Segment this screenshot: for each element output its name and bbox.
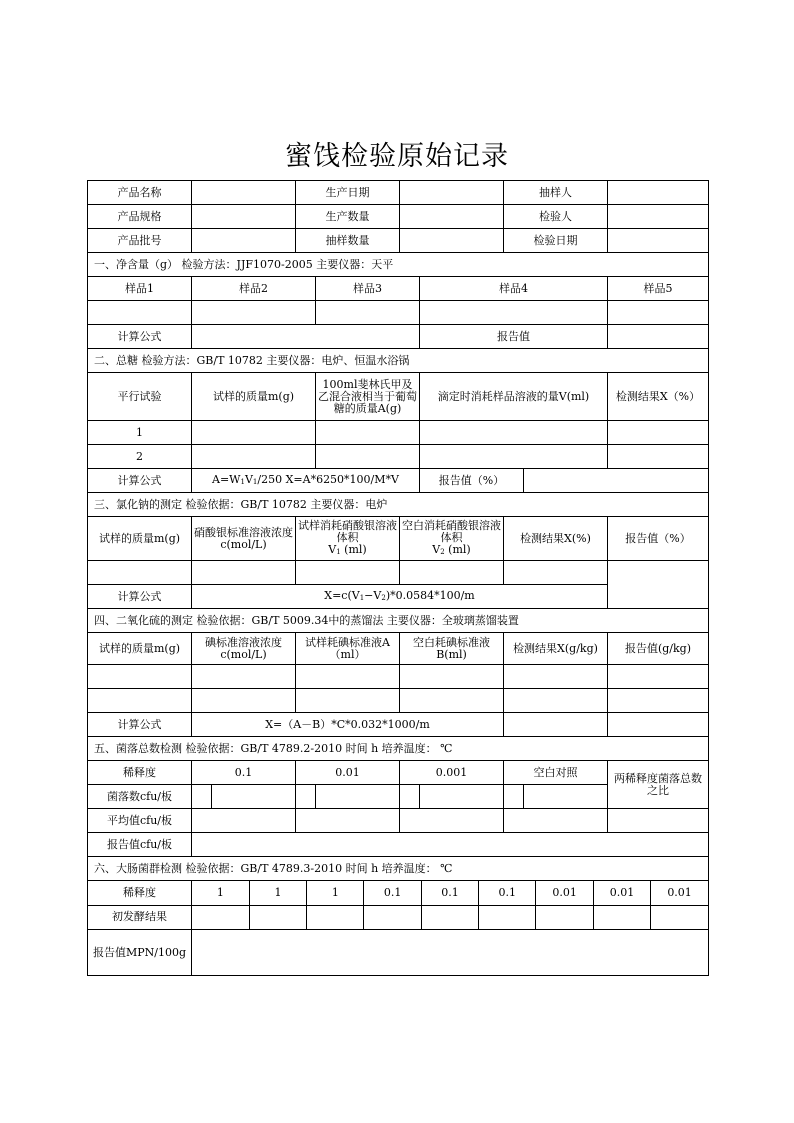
s4-row bbox=[88, 689, 709, 713]
report-value bbox=[192, 833, 709, 857]
s6-grid bbox=[192, 881, 709, 906]
text: /250 X=A*6250*100/M*V bbox=[257, 472, 399, 486]
section5-heading: 五、菌落总数检测 检验依据：GB/T 4789.2-2010 时间 h 培养温度： ℃ bbox=[88, 737, 709, 761]
sample-mass-header: 试样的质量m(g) bbox=[88, 517, 192, 561]
cell bbox=[608, 689, 709, 713]
s6-ferment-row bbox=[88, 905, 709, 930]
cell bbox=[192, 689, 296, 713]
result-header: 检测结果X(g/kg) bbox=[504, 633, 608, 665]
parallel-2: 2 bbox=[88, 445, 192, 469]
silver-nitrate-conc-header: 硝酸银标准溶液浓度c(mol/L) bbox=[192, 517, 296, 561]
ferment-cell bbox=[421, 906, 478, 930]
ferment-label: 初发酵结果 bbox=[88, 905, 192, 930]
sample-label: 样品2 bbox=[192, 277, 316, 301]
colony-label: 菌落数cfu/板 bbox=[88, 785, 192, 809]
subscript: 1 bbox=[252, 477, 258, 486]
inspection-date-value bbox=[608, 229, 709, 253]
s6-dilution: 0.1 bbox=[479, 881, 536, 905]
report-value bbox=[608, 325, 709, 349]
cell bbox=[400, 689, 504, 713]
formula-label: 计算公式 bbox=[88, 325, 192, 349]
cell bbox=[192, 809, 296, 833]
s6-dilution-row bbox=[88, 881, 709, 906]
ferment-cell bbox=[593, 906, 650, 930]
inspector-label: 检验人 bbox=[504, 205, 608, 229]
formula-label: 计算公式 bbox=[88, 585, 192, 609]
sample-mass-header: 试样的质量m(g) bbox=[88, 633, 192, 665]
dilution-2: 0.001 bbox=[400, 761, 504, 785]
sample-value bbox=[420, 301, 608, 325]
s6-dilution: 1 bbox=[249, 881, 306, 905]
report-label: 报告值MPN/100g bbox=[88, 930, 192, 976]
text: V bbox=[244, 472, 253, 486]
text: V bbox=[328, 542, 337, 556]
parallel-1: 1 bbox=[88, 421, 192, 445]
batch-no-label: 产品批号 bbox=[88, 229, 192, 253]
s6-grid bbox=[192, 905, 709, 930]
section-heading bbox=[88, 349, 709, 373]
report-value bbox=[524, 469, 709, 493]
header-row bbox=[88, 205, 709, 229]
subscript: 1 bbox=[359, 593, 365, 602]
text: 试样消耗硝酸银溶液体积 bbox=[298, 518, 397, 544]
top-line: ____________________ bbox=[292, 106, 392, 118]
s4-col-header bbox=[88, 633, 709, 665]
cell bbox=[296, 809, 400, 833]
dilution-0: 0.1 bbox=[192, 761, 296, 785]
text: A=W bbox=[212, 472, 241, 486]
production-qty-value bbox=[400, 205, 504, 229]
inspector-value bbox=[608, 205, 709, 229]
sample-label: 样品1 bbox=[88, 277, 192, 301]
cell bbox=[296, 689, 400, 713]
sample-label: 样品4 bbox=[420, 277, 608, 301]
header-row bbox=[88, 229, 709, 253]
section1-heading: 一、净含量（g） 检验方法：JJF1070-2005 主要仪器：天平 bbox=[88, 253, 709, 277]
nacl-formula bbox=[192, 585, 608, 609]
sample-value bbox=[192, 301, 316, 325]
s3-row bbox=[88, 561, 709, 585]
s2-row bbox=[88, 445, 709, 469]
section4-heading: 四、二氧化硫的测定 检验依据：GB/T 5009.34中的蒸馏法 主要仪器：全玻璃蒸馏装置 bbox=[88, 609, 709, 633]
sample-value bbox=[88, 301, 192, 325]
dilution-label: 稀释度 bbox=[88, 761, 192, 785]
subscript: 2 bbox=[440, 547, 445, 556]
sampler-label: 抽样人 bbox=[504, 181, 608, 205]
cell bbox=[316, 421, 420, 445]
report-label: 报告值cfu/板 bbox=[88, 833, 192, 857]
cell bbox=[608, 445, 709, 469]
s6-dilution: 0.01 bbox=[593, 881, 650, 905]
ferment-cell bbox=[651, 906, 708, 930]
ferment-cell bbox=[249, 906, 306, 930]
section2-heading: 二、总糖 检验方法：GB/T 10782 主要仪器：电炉、恒温水浴锅 bbox=[88, 349, 709, 373]
s1-sample-header bbox=[88, 277, 709, 301]
s6-dilution: 0.1 bbox=[421, 881, 478, 905]
cell bbox=[88, 689, 192, 713]
text: (ml) bbox=[340, 542, 367, 556]
product-spec-label: 产品规格 bbox=[88, 205, 192, 229]
text: 空白消耗硝酸银溶液体积 bbox=[402, 518, 501, 544]
product-spec-value bbox=[192, 205, 296, 229]
text: (ml) bbox=[444, 542, 471, 556]
s2-col-header bbox=[88, 373, 709, 421]
colony-cell bbox=[296, 785, 316, 809]
text: X=c(V bbox=[324, 588, 360, 602]
inspection-record-table bbox=[87, 180, 709, 976]
dilution-1: 0.01 bbox=[296, 761, 400, 785]
section3-heading: 三、氯化钠的测定 检验依据：GB/T 10782 主要仪器：电炉 bbox=[88, 493, 709, 517]
s6-report-row bbox=[88, 930, 709, 976]
report-value bbox=[192, 930, 709, 976]
s6-dilution: 0.1 bbox=[364, 881, 421, 905]
inspection-date-label: 检验日期 bbox=[504, 229, 608, 253]
s1-formula-row bbox=[88, 325, 709, 349]
colony-cell bbox=[212, 785, 296, 809]
report-header: 报告值（%） bbox=[608, 517, 709, 561]
s6-dilution: 0.01 bbox=[536, 881, 593, 905]
colony-cell bbox=[316, 785, 400, 809]
cell bbox=[504, 561, 608, 585]
s2-row bbox=[88, 421, 709, 445]
cell bbox=[608, 809, 709, 833]
cell bbox=[504, 809, 608, 833]
ferment-cell bbox=[479, 906, 536, 930]
cell bbox=[192, 421, 316, 445]
parallel-test-header: 平行试验 bbox=[88, 373, 192, 421]
s5-avg-row bbox=[88, 809, 709, 833]
section-heading bbox=[88, 253, 709, 277]
section-heading bbox=[88, 493, 709, 517]
sample-qty-value bbox=[400, 229, 504, 253]
s6-dilution: 0.01 bbox=[651, 881, 708, 905]
section-heading bbox=[88, 857, 709, 881]
ferment-cell bbox=[307, 906, 364, 930]
s1-sample-values bbox=[88, 301, 709, 325]
report-header: 报告值(g/kg) bbox=[608, 633, 709, 665]
sample-value bbox=[608, 301, 709, 325]
production-qty-label: 生产数量 bbox=[296, 205, 400, 229]
ferment-cell bbox=[364, 906, 421, 930]
text: V bbox=[432, 542, 441, 556]
cell bbox=[504, 713, 608, 737]
dilution-label: 稀释度 bbox=[88, 881, 192, 906]
cell bbox=[504, 689, 608, 713]
colony-cell bbox=[192, 785, 212, 809]
total-sugar-formula bbox=[192, 469, 420, 493]
s5-report-row bbox=[88, 833, 709, 857]
cell bbox=[420, 421, 608, 445]
s6-dilution: 1 bbox=[307, 881, 364, 905]
colony-cell bbox=[524, 785, 608, 809]
subscript: 1 bbox=[336, 547, 341, 556]
cell bbox=[608, 665, 709, 689]
blank-iodine-header: 空白耗碘标准液B(ml) bbox=[400, 633, 504, 665]
cell bbox=[608, 421, 709, 445]
cell bbox=[608, 713, 709, 737]
colony-cell bbox=[504, 785, 524, 809]
text: −V bbox=[364, 588, 382, 602]
sample-qty-label: 抽样数量 bbox=[296, 229, 400, 253]
sample-label: 样品5 bbox=[608, 277, 709, 301]
result-header: 检测结果X(%) bbox=[504, 517, 608, 561]
header-row bbox=[88, 181, 709, 205]
subscript: 1 bbox=[240, 477, 245, 486]
sampler-value bbox=[608, 181, 709, 205]
production-date-value bbox=[400, 181, 504, 205]
s5-dilution-row bbox=[88, 761, 709, 785]
sample-label: 样品3 bbox=[316, 277, 420, 301]
titration-volume-header: 滴定时消耗样品溶液的量V(ml) bbox=[420, 373, 608, 421]
subscript: 2 bbox=[381, 593, 386, 602]
ferment-cell bbox=[536, 906, 593, 930]
cell bbox=[316, 445, 420, 469]
cell bbox=[400, 665, 504, 689]
sample-v1-header bbox=[296, 517, 400, 561]
s2-formula-row bbox=[88, 469, 709, 493]
cell bbox=[88, 665, 192, 689]
product-name-value bbox=[192, 181, 296, 205]
cell bbox=[192, 665, 296, 689]
cell bbox=[192, 445, 316, 469]
report-label: 报告值（%） bbox=[420, 469, 524, 493]
so2-formula: X=（A－B）*C*0.032*1000/m bbox=[192, 713, 504, 737]
formula-label: 计算公式 bbox=[88, 469, 192, 493]
product-name-label: 产品名称 bbox=[88, 181, 192, 205]
colony-cell bbox=[400, 785, 420, 809]
ratio-header: 两稀释度菌落总数之比 bbox=[608, 761, 709, 809]
section6-heading: 六、大肠菌群检测 检验依据：GB/T 4789.3-2010 时间 h 培养温度： ℃ bbox=[88, 857, 709, 881]
blank-control-header: 空白对照 bbox=[504, 761, 608, 785]
batch-no-value bbox=[192, 229, 296, 253]
sample-mass-header: 试样的质量m(g) bbox=[192, 373, 316, 421]
cell bbox=[296, 665, 400, 689]
sample-value bbox=[316, 301, 420, 325]
cell bbox=[192, 561, 296, 585]
s4-row bbox=[88, 665, 709, 689]
cell bbox=[504, 665, 608, 689]
blank-v2-header bbox=[400, 517, 504, 561]
section-heading bbox=[88, 609, 709, 633]
avg-label: 平均值cfu/板 bbox=[88, 809, 192, 833]
report-label: 报告值 bbox=[420, 325, 608, 349]
s6-dilution: 1 bbox=[216, 885, 224, 899]
page-title: 蜜饯检验原始记录 bbox=[285, 141, 509, 172]
ferment-cell bbox=[192, 906, 249, 930]
text: )*0.0584*100/m bbox=[385, 588, 475, 602]
formula-value bbox=[192, 325, 420, 349]
s3-col-header bbox=[88, 517, 709, 561]
cell bbox=[420, 445, 608, 469]
formula-label: 计算公式 bbox=[88, 713, 192, 737]
cell bbox=[400, 809, 504, 833]
result-header: 检测结果X（%） bbox=[608, 373, 709, 421]
sample-iodine-header: 试样耗碘标准液A（ml） bbox=[296, 633, 400, 665]
colony-cell bbox=[420, 785, 504, 809]
report-value bbox=[608, 561, 709, 609]
production-date-label: 生产日期 bbox=[296, 181, 400, 205]
cell bbox=[296, 561, 400, 585]
cell bbox=[400, 561, 504, 585]
cell bbox=[88, 561, 192, 585]
iodine-conc-header: 碘标准溶液浓度c(mol/L) bbox=[192, 633, 296, 665]
section-heading bbox=[88, 737, 709, 761]
s4-formula-row bbox=[88, 713, 709, 737]
fehling-header: 100ml斐林氏甲及乙混合液相当于葡萄糖的质量A(g) bbox=[316, 373, 420, 421]
